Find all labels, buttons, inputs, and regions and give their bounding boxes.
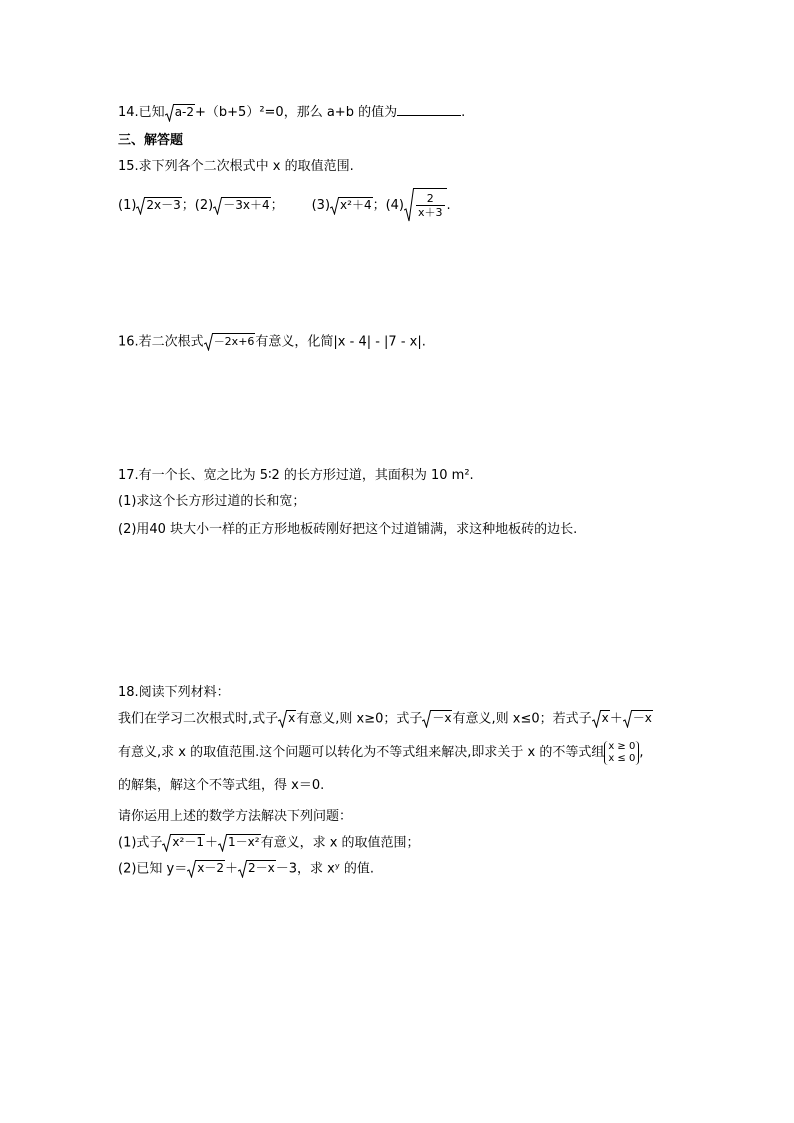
sqrt-x2-plus-4: x²＋4 (330, 197, 373, 215)
sqrt-neg-x-2: －x (623, 710, 653, 728)
sqrt-fraction: $\frac{2}{x+3}$ (404, 188, 447, 223)
sqrt-neg-x: －x (422, 710, 452, 728)
question-15-items: (1) 2x－3 ；(2) －3x＋4 ； (3) x²＋4 ；(4) $\frac{2}{x+3}$ . (118, 188, 451, 223)
sqrt-x2-minus-1: x²－1 (162, 834, 205, 852)
question-18-part2: (2)已知 y＝ x－2 ＋ 2－x －3，求 xʸ 的值. (118, 861, 374, 877)
question-18-line3: 的解集，解这个不等式组，得 x＝0. (118, 778, 325, 793)
question-17-part1: (1)求这个长方形过道的长和宽； (118, 494, 306, 509)
q14-prefix: 14.已知 (118, 105, 165, 120)
sqrt-neg2x-plus-6: －2x+6 (204, 333, 256, 351)
question-18-line2: 有意义,求 x 的取值范围.这个问题可以转化为不等式组来解决,即求关于 x 的不等式组 x ≥ 0 x ≤ 0 , (118, 740, 644, 764)
sqrt-x: x (278, 710, 296, 728)
answer-blank[interactable] (397, 103, 461, 116)
question-18-part1: (1)式子 x²－1 ＋ 1－x² 有意义，求 x 的取值范围； (118, 835, 420, 851)
sqrt-x-minus-2: x－2 (187, 860, 225, 878)
question-17-part2: (2)用40 块大小一样的正方形地板砖刚好把这个过道铺满，求这种地板砖的边长. (118, 522, 578, 537)
inequality-system: x ≥ 0 x ≤ 0 (604, 741, 639, 765)
sqrt-x-2: x (592, 710, 610, 728)
sqrt-a-minus-2: a-2 (165, 104, 195, 122)
question-16: 16.若二次根式 －2x+6 有意义，化简|x - 4| - |7 - x|. (118, 334, 426, 350)
question-14: 14.已知 a-2 +（b+5）²=0，那么 a+b 的值为 . (118, 104, 466, 120)
sqrt-2x-minus-3: 2x－3 (136, 197, 181, 215)
q14-middle: +（b+5）²=0，那么 a+b 的值为 (195, 105, 398, 120)
question-18-line1: 我们在学习二次根式时,式子 x 有意义,则 x≥0；式子 －x 有意义,则 x≤0；若式子 x ＋ －x (118, 711, 652, 727)
question-18-stem: 18.阅读下列材料： (118, 685, 230, 700)
question-18-line4: 请你运用上述的数学方法解决下列问题： (118, 809, 353, 824)
sqrt-neg3x-plus-4: －3x＋4 (213, 197, 270, 215)
section-heading: 三、解答题 (118, 133, 184, 148)
question-15-stem: 15.求下列各个二次根式中 x 的取值范围. (118, 159, 354, 174)
sqrt-2-minus-x: 2－x (238, 860, 276, 878)
question-17-stem: 17.有一个长、宽之比为 5∶2 的长方形过道，其面积为 10 m². (118, 468, 474, 483)
sqrt-1-minus-x2: 1－x² (218, 834, 261, 852)
